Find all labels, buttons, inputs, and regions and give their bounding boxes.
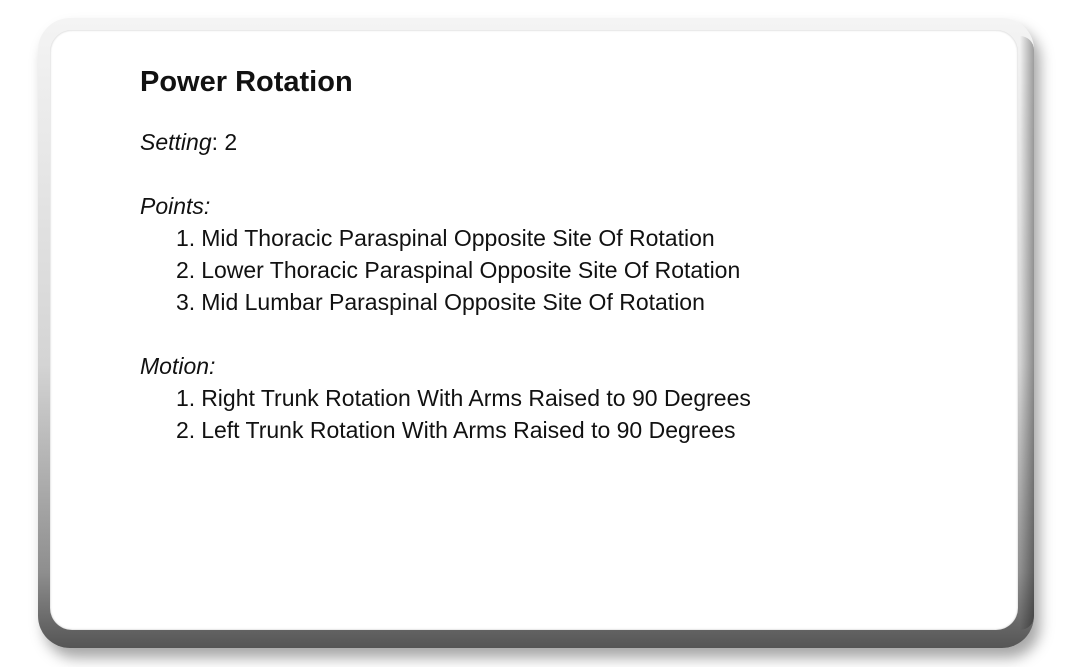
setting-separator: :	[211, 129, 218, 155]
list-item-text: Mid Lumbar Paraspinal Opposite Site Of Rotation	[201, 289, 705, 315]
list-item-text: Right Trunk Rotation With Arms Raised to 90 Degrees	[201, 385, 751, 411]
list-item-number: 3.	[176, 289, 196, 315]
motion-list	[140, 382, 960, 446]
points-section	[140, 190, 960, 318]
setting-line	[140, 126, 960, 158]
list-item	[176, 382, 960, 414]
list-item-number: 2.	[176, 417, 196, 443]
list-item-text: Left Trunk Rotation With Arms Raised to 90 Degrees	[201, 417, 736, 443]
points-list	[140, 222, 960, 318]
page-title: Power Rotation	[140, 66, 353, 98]
setting-label: Setting	[140, 129, 212, 155]
list-item	[176, 254, 960, 286]
list-item-number: 1.	[176, 225, 196, 251]
list-item	[176, 222, 960, 254]
list-item-text: Mid Thoracic Paraspinal Opposite Site Of Rotation	[201, 225, 715, 251]
motion-label: Motion:	[140, 353, 216, 379]
list-item	[176, 414, 960, 446]
list-item-number: 2.	[176, 257, 196, 283]
list-item	[176, 286, 960, 318]
list-item-text: Lower Thoracic Paraspinal Opposite Site Of Rotation	[201, 257, 741, 283]
setting-value: 2	[224, 129, 238, 155]
motion-section	[140, 350, 960, 446]
card-content	[140, 60, 960, 446]
list-item-number: 1.	[176, 385, 196, 411]
points-label: Points:	[140, 193, 211, 219]
